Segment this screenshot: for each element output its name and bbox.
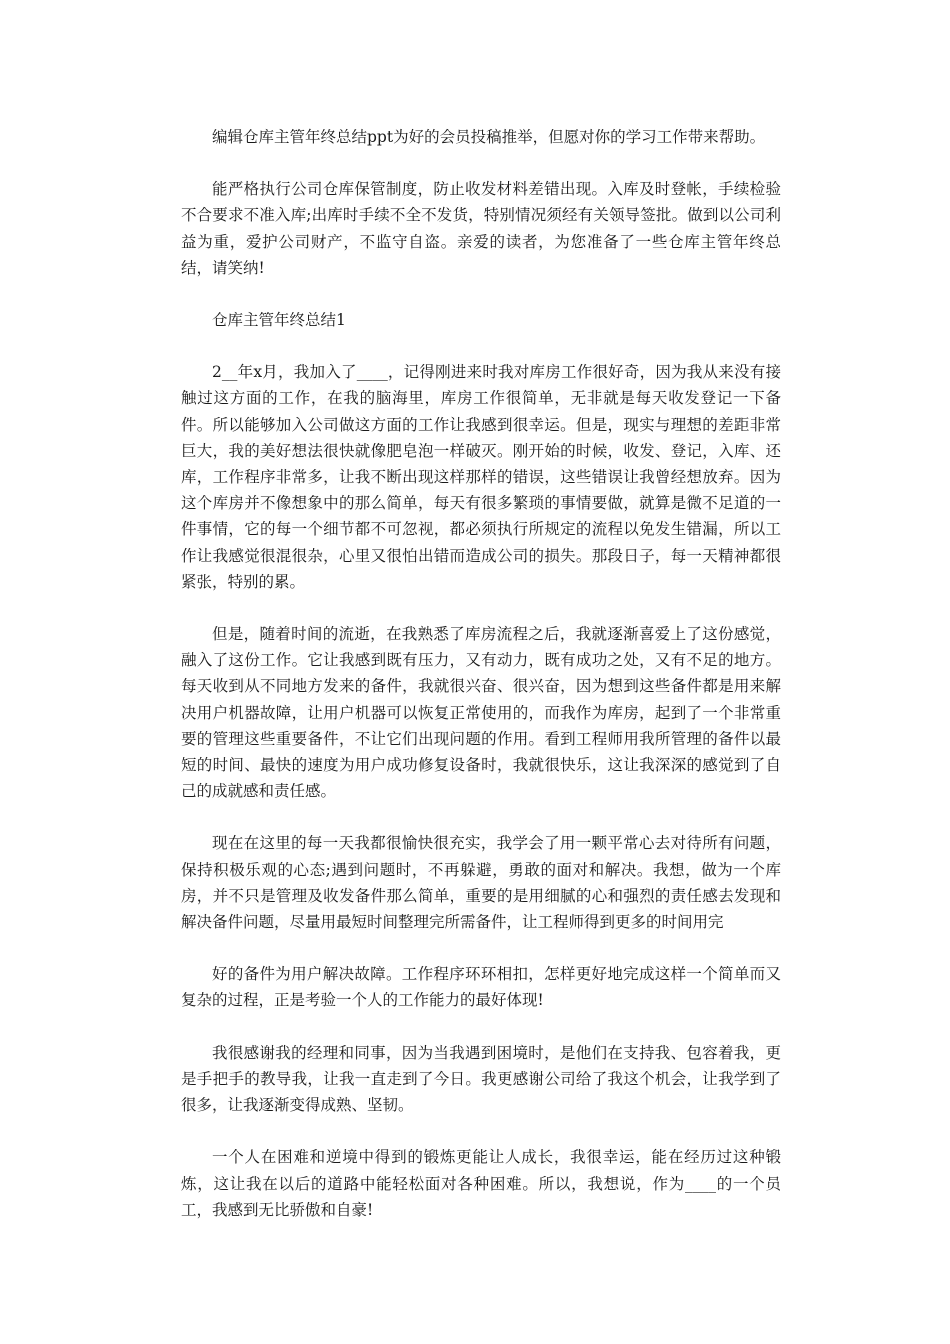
body-paragraph: 我很感谢我的经理和同事，因为当我遇到困境时，是他们在支持我、包容着我，更是手把手的教导我，让我一直走到了今日。我更感谢公司给了我这个机会，让我学到了很多，让我逐渐变得成熟、坚韧。 [181,1043,781,1115]
document-body [181,124,781,1249]
body-paragraph: 2__年x月，我加入了____，记得刚进来时我对库房工作很好奇，因为我从来没有接触过这方面的工作，在我的脑海里，库房工作很简单，无非就是每天收发登记一下备件。所以能够加入公司做这方面的工作让我感到很幸运。但是，现实与理想的差距非常巨大，我的美好想法很快就像肥皂泡一样破灭。刚开始的时候，收发、登记，入库、还库，工作程序非常多，让我不断出现这样那样的错误，这些错误让我曾经想放弃。因为这个库房并不像想象中的那么简单，每天有很多繁琐的事情要做，就算是微不足道的一件事情，它的每一个细节都不可忽视，都必须执行所规定的流程以免发生错漏，所以工作让我感觉很混很杂，心里又很怕出错而造成公司的损失。那段日子，每一天精神都很紧张，特别的累。 [181,363,781,591]
body-paragraph: 但是，随着时间的流逝，在我熟悉了库房流程之后，我就逐渐喜爱上了这份感觉，融入了这份工作。它让我感到既有压力，又有动力，既有成功之处，又有不足的地方。每天收到从不同地方发来的备件，我就很兴奋、很兴奋，因为想到这些备件都是用来解决用户机器故障，让用户机器可以恢复正常使用的，而我作为库房，起到了一个非常重要的管理这些重要备件，不让它们出现问题的作用。看到工程师用我所管理的备件以最短的时间、最快的速度为用户成功修复设备时，我就很快乐，这让我深深的感觉到了自己的成就感和责任感。 [181,625,781,801]
body-paragraph: 好的备件为用户解决故障。工作程序环环相扣，怎样更好地完成这样一个简单而又复杂的过程，正是考验一个人的工作能力的最好体现! [181,965,781,1010]
body-paragraph: 一个人在困难和逆境中得到的锻炼更能让人成长，我很幸运，能在经历过这种锻炼，这让我在以后的道路中能轻松面对各种困难。所以，我想说，作为____的一个员工，我感到无比骄傲和自豪! [181,1148,781,1219]
body-paragraph: 现在在这里的每一天我都很愉快很充实，我学会了用一颗平常心去对待所有问题，保持积极乐观的心态;遇到问题时，不再躲避，勇敢的面对和解决。我想，做为一个库房，并不只是管理及收发备件那么简单，重要的是用细腻的心和强烈的责任感去发现和解决备件问题，尽量用最短时间整理完所需备件，让工程师得到更多的时间用完 [181,834,781,932]
intro-paragraph: 编辑仓库主管年终总结ppt为好的会员投稿推举，但愿对你的学习工作带来帮助。 [212,128,766,146]
section-heading: 仓库主管年终总结1 [212,311,346,330]
summary-paragraph: 能严格执行公司仓库保管制度，防止收发材料差错出现。入库及时登帐，手续检验不合要求不准入库;出库时手续不全不发货，特别情况须经有关领导签批。做到以公司利益为重，爱护公司财产，不监守自盗。亲爱的读者，为您准备了一些仓库主管年终总结，请笑纳! [181,180,781,277]
